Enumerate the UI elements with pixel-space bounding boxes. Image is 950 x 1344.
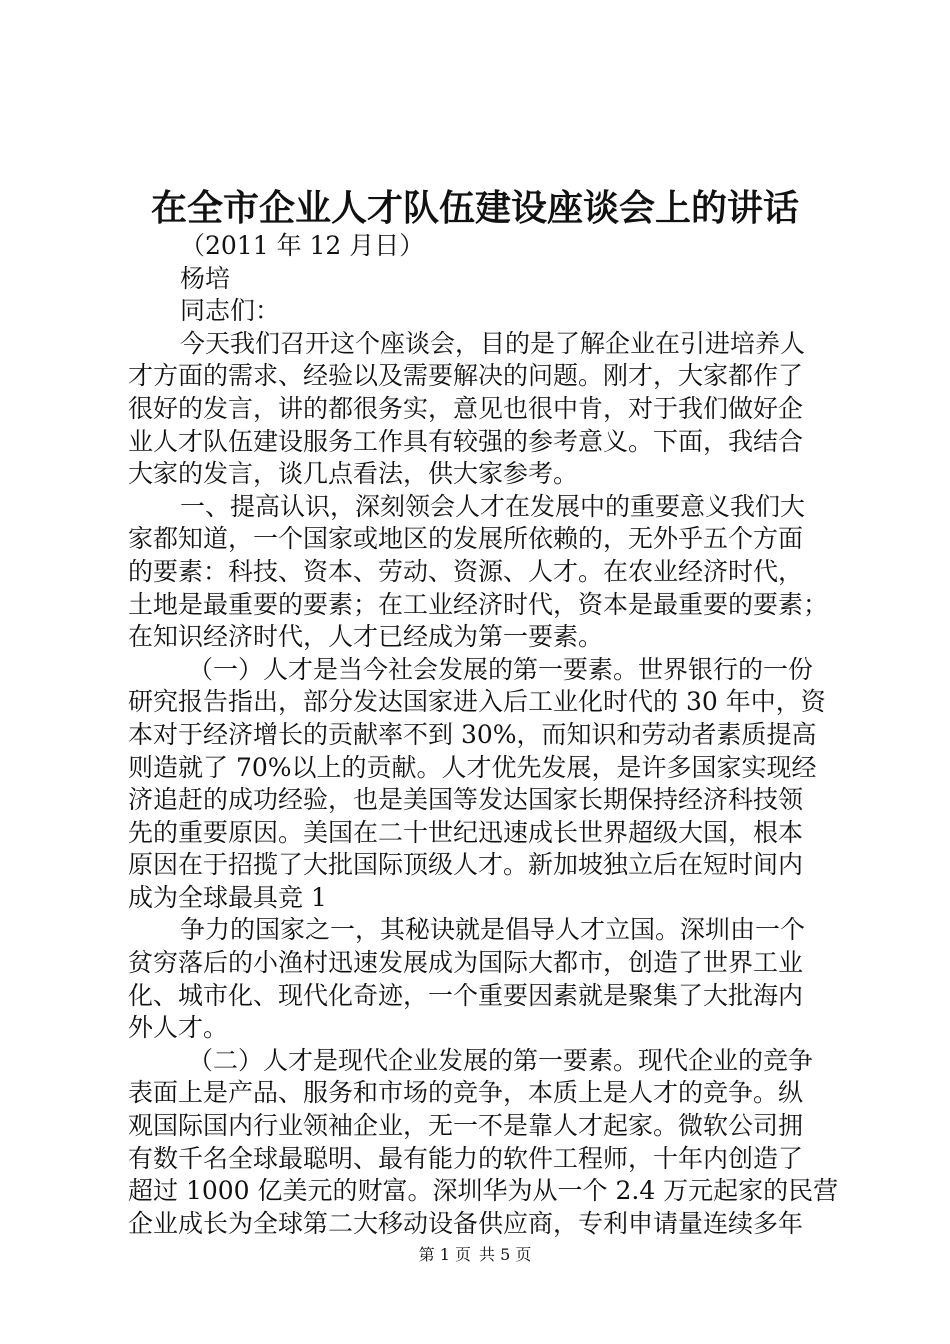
- author-line: 杨培: [180, 263, 231, 293]
- paragraph-line: 在知识经济时代，人才已经成为第一要素。: [128, 622, 604, 652]
- paragraph-line: 济追赶的成功经验，也是美国等发达国家长期保持经济科技领: [128, 785, 804, 815]
- paragraph-line: 今天我们召开这个座谈会，目的是了解企业在引进培养人: [180, 328, 806, 358]
- document-title: 在全市企业人才队伍建设座谈会上的讲话: [150, 187, 799, 229]
- document-body: [128, 230, 838, 1240]
- paragraph-line: 成为全球最具竞 1: [128, 882, 327, 912]
- paragraph-line: 的要素：科技、资本、劳动、资源、人才。在农业经济时代，: [128, 556, 804, 586]
- page-number: 第 1 页: [418, 1245, 471, 1264]
- paragraph-line: 大家的发言，谈几点看法，供大家参考。: [128, 459, 579, 489]
- paragraph-line: 业人才队伍建设服务工作具有较强的参考意义。下面，我结合: [128, 426, 804, 456]
- paragraph-line: 企业成长为全球第二大移动设备供应商，专利申请量连续多年: [128, 1208, 804, 1238]
- paragraph-line: 很好的发言，讲的都很务实，意见也很中肯，对于我们做好企: [128, 393, 804, 423]
- paragraph-line: 化、城市化、现代化奇迹，一个重要因素就是聚集了大批海内: [128, 980, 804, 1010]
- subsection-line: （二）人才是现代企业发展的第一要素。现代企业的竞争: [188, 1045, 814, 1075]
- paragraph-line: 争力的国家之一，其秘诀就是倡导人才立国。深圳由一个: [180, 915, 806, 945]
- section-heading-line: 一、提高认识，深刻领会人才在发展中的重要意义我们大: [180, 491, 806, 521]
- paragraph-line: 则造就了 70%以上的贡献。人才优先发展，是许多国家实现经: [128, 752, 817, 782]
- paragraph-line: 家都知道，一个国家或地区的发展所依赖的，无外乎五个方面: [128, 524, 804, 554]
- page-footer: [0, 1244, 950, 1266]
- salutation-line: 同志们：: [180, 296, 281, 326]
- page-total: 共 5 页: [479, 1245, 532, 1264]
- paragraph-line: 本对于经济增长的贡献率不到 30%，而知识和劳动者素质提高: [128, 719, 817, 749]
- paragraph-line: 才方面的需求、经验以及需要解决的问题。刚才，大家都作了: [128, 361, 804, 391]
- paragraph-line: 外人才。: [128, 1013, 229, 1043]
- subsection-line: （一）人才是当今社会发展的第一要素。世界银行的一份: [188, 654, 814, 684]
- paragraph-line: 观国际国内行业领袖企业，无一不是靠人才起家。微软公司拥: [128, 1111, 804, 1141]
- paragraph-line: 研究报告指出，部分发达国家进入后工业化时代的 30 年中，资: [128, 687, 826, 717]
- paragraph-line: 有数千名全球最聪明、最有能力的软件工程师，十年内创造了: [128, 1143, 804, 1173]
- paragraph-line: 贫穷落后的小渔村迅速发展成为国际大都市，创造了世界工业: [128, 948, 804, 978]
- paragraph-line: 原因在于招揽了大批国际顶级人才。新加坡独立后在短时间内: [128, 850, 804, 880]
- date-line: （2011 年 12 月日）: [180, 231, 425, 260]
- paragraph-line: 表面上是产品、服务和市场的竞争，本质上是人才的竞争。纵: [128, 1078, 804, 1108]
- paragraph-line: 超过 1000 亿美元的财富。深圳华为从一个 2.4 万元起家的民营: [128, 1176, 839, 1206]
- paragraph-line: 先的重要原因。美国在二十世纪迅速成长世界超级大国，根本: [128, 817, 804, 847]
- paragraph-line: 土地是最重要的要素；在工业经济时代，资本是最重要的要素；: [128, 589, 829, 619]
